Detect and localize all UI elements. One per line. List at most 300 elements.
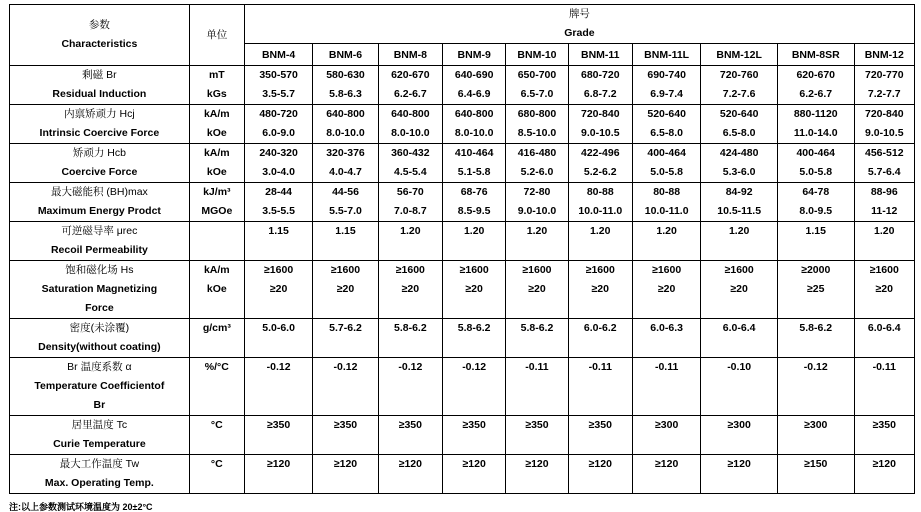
value-cell <box>777 105 854 144</box>
value-text: ≥1600 <box>652 264 682 276</box>
value-cell <box>701 358 778 416</box>
property-row <box>10 66 915 105</box>
value-text: 5.7-6.2 <box>329 322 362 334</box>
value-text: 6.0-6.2 <box>583 322 617 334</box>
value-cell <box>313 358 378 416</box>
value-cell <box>777 144 854 183</box>
value-text: ≥20 <box>336 283 355 295</box>
value-cell <box>244 105 312 144</box>
value-cell <box>313 416 378 455</box>
value-cell <box>854 183 914 222</box>
value-text: 6.5-8.0 <box>722 127 756 139</box>
property-name-en: Residual Induction <box>52 88 147 100</box>
value-cell <box>777 319 854 358</box>
value-text: 720-760 <box>719 69 759 81</box>
value-text: ≥120 <box>266 458 291 470</box>
value-cell <box>568 105 632 144</box>
value-text: ≥350 <box>398 419 422 431</box>
value-cell <box>777 222 854 261</box>
unit-cell <box>189 261 244 319</box>
value-text: -0.12 <box>333 361 358 373</box>
value-text: 3.0-4.0 <box>262 166 295 178</box>
value-text: 690-740 <box>647 69 686 81</box>
value-text: 416-480 <box>517 147 557 159</box>
value-text: 6.2-6.7 <box>799 88 833 100</box>
value-text: 5.2-6.0 <box>520 166 554 178</box>
value-text: 9.0-10.5 <box>865 127 904 139</box>
value-text: ≥120 <box>727 458 751 470</box>
value-cell <box>506 183 568 222</box>
value-cell <box>378 105 442 144</box>
unit-label: °C <box>210 419 223 431</box>
grade-label: BNM-10 <box>517 49 557 61</box>
value-text: -0.10 <box>727 361 752 373</box>
value-cell <box>506 319 568 358</box>
unit-cell <box>189 66 244 105</box>
value-text: ≥20 <box>401 283 420 295</box>
value-cell <box>313 319 378 358</box>
value-text: 5.5-7.0 <box>329 205 362 217</box>
value-text: 424-480 <box>719 147 759 159</box>
value-text: 640-690 <box>454 69 494 81</box>
value-text: 8.0-9.5 <box>799 205 833 217</box>
property-name-cn: Br 温度系数 α <box>67 361 132 373</box>
value-text: ≥120 <box>398 458 422 470</box>
value-cell <box>568 183 632 222</box>
value-text: -0.11 <box>654 361 679 373</box>
value-cell <box>777 261 854 319</box>
value-text: 11-12 <box>871 205 898 217</box>
value-text: ≥300 <box>727 419 751 431</box>
property-row <box>10 261 915 319</box>
grade-header-cell <box>632 44 700 66</box>
grade-label: BNM-12L <box>716 49 762 61</box>
value-cell <box>777 358 854 416</box>
value-text: 5.8-6.2 <box>799 322 833 334</box>
grade-header-cell <box>701 44 778 66</box>
value-text: 6.0-6.4 <box>867 322 901 334</box>
property-name-cell <box>10 358 190 416</box>
value-cell <box>506 222 568 261</box>
value-text: -0.11 <box>525 361 549 373</box>
value-text: 4.5-5.4 <box>393 166 427 178</box>
value-cell <box>506 105 568 144</box>
value-cell <box>632 455 700 494</box>
value-text: 11.0-14.0 <box>793 127 838 139</box>
value-cell <box>632 358 700 416</box>
value-cell <box>378 455 442 494</box>
header-characteristics-cn: 参数 <box>88 19 110 31</box>
value-text: ≥300 <box>655 419 679 431</box>
property-name-cell <box>10 66 190 105</box>
value-text: ≥25 <box>807 283 825 295</box>
value-text: 400-464 <box>796 147 836 159</box>
property-name-cn: 饱和磁化场 Hs <box>65 264 134 276</box>
property-name-cell <box>10 261 190 319</box>
value-text: ≥20 <box>269 283 288 295</box>
property-name-en: Density(without coating) <box>38 341 161 353</box>
grade-label: BNM-11L <box>644 49 690 61</box>
value-text: ≥20 <box>730 283 748 295</box>
header-grade-cn: 牌号 <box>568 8 590 20</box>
value-text: 8.0-10.0 <box>391 127 430 139</box>
properties-table-container <box>9 4 915 494</box>
value-cell <box>244 66 312 105</box>
property-name-cn: 内禀矫顽力 Hcj <box>64 108 135 120</box>
value-text: 720-840 <box>581 108 620 120</box>
value-cell <box>313 66 378 105</box>
value-text: 680-720 <box>581 69 620 81</box>
value-text: 1.20 <box>400 225 421 237</box>
value-cell <box>313 183 378 222</box>
value-text: -0.11 <box>588 361 612 373</box>
value-cell <box>854 261 914 319</box>
value-cell <box>443 144 506 183</box>
property-name-en: Curie Temperature <box>53 438 146 450</box>
property-name-cell <box>10 455 190 494</box>
value-cell <box>443 66 506 105</box>
unit-cell <box>189 105 244 144</box>
value-cell <box>506 416 568 455</box>
value-cell <box>443 183 506 222</box>
value-cell <box>632 222 700 261</box>
value-text: 320-376 <box>326 147 365 159</box>
value-text: 640-800 <box>391 108 430 120</box>
value-cell <box>378 66 442 105</box>
value-text: 3.5-5.5 <box>262 205 295 217</box>
value-text: 5.8-6.2 <box>393 322 427 334</box>
property-name-cn: 密度(未涂覆) <box>69 322 130 334</box>
grade-header-cell <box>378 44 442 66</box>
grade-label: BNM-8 <box>393 49 427 61</box>
value-cell <box>632 183 700 222</box>
value-text: 680-800 <box>517 108 557 120</box>
value-text: 80-88 <box>586 186 614 198</box>
value-cell <box>313 261 378 319</box>
value-cell <box>313 455 378 494</box>
value-text: 5.1-5.8 <box>457 166 491 178</box>
grade-label: BNM-4 <box>261 49 296 61</box>
value-text: 620-670 <box>391 69 430 81</box>
value-cell <box>378 319 442 358</box>
grade-header-cell <box>506 44 568 66</box>
unit-label: kOe <box>206 283 227 295</box>
value-text: 1.20 <box>656 225 677 237</box>
value-cell <box>701 105 778 144</box>
value-cell <box>244 144 312 183</box>
value-text: ≥350 <box>525 419 549 431</box>
value-text: ≥350 <box>266 419 291 431</box>
value-cell <box>701 222 778 261</box>
value-cell <box>568 455 632 494</box>
value-text: 520-640 <box>647 108 686 120</box>
value-cell <box>443 105 506 144</box>
grade-label: BNM-8SR <box>791 49 840 61</box>
header-characteristics-en: Characteristics <box>61 38 138 50</box>
value-text: -0.12 <box>803 361 828 373</box>
value-text: 6.9-7.4 <box>650 88 683 100</box>
value-text: 6.4-6.9 <box>457 88 491 100</box>
value-text: 8.5-9.5 <box>457 205 491 217</box>
value-cell <box>506 261 568 319</box>
value-cell <box>378 222 442 261</box>
value-cell <box>244 319 312 358</box>
header-grade-en: Grade <box>564 27 595 39</box>
value-text: 6.2-6.7 <box>393 88 427 100</box>
value-text: 240-320 <box>259 147 298 159</box>
value-text: 6.8-7.2 <box>583 88 617 100</box>
value-text: 350-570 <box>259 69 298 81</box>
value-text: ≥20 <box>528 283 546 295</box>
header-unit-cn: 单位 <box>206 28 228 41</box>
property-row <box>10 105 915 144</box>
grade-label: BNM-9 <box>457 49 491 61</box>
unit-label: mT <box>208 69 225 81</box>
value-text: 10.0-11.0 <box>578 205 623 217</box>
value-text: 7.2-7.7 <box>867 88 901 100</box>
value-text: 64-78 <box>802 186 830 198</box>
value-text: 456-512 <box>865 147 904 159</box>
value-text: 1.20 <box>728 225 750 237</box>
value-cell <box>443 455 506 494</box>
property-name-cn: 可逆磁导率 μrec <box>61 225 138 237</box>
value-text: 620-670 <box>796 69 836 81</box>
value-text: 580-630 <box>326 69 365 81</box>
grade-label: BNM-6 <box>328 49 363 61</box>
value-text: 650-700 <box>517 69 557 81</box>
property-row <box>10 144 915 183</box>
value-text: 720-840 <box>865 108 904 120</box>
property-name-en: Maximum Energy Prodct <box>37 205 161 217</box>
value-text: 640-800 <box>326 108 365 120</box>
value-text: 44-56 <box>332 186 359 198</box>
table-body <box>10 5 915 494</box>
value-text: 480-720 <box>259 108 298 120</box>
value-cell <box>632 105 700 144</box>
value-cell <box>632 319 700 358</box>
property-name-cell <box>10 183 190 222</box>
value-text: 520-640 <box>719 108 759 120</box>
value-text: ≥350 <box>588 419 612 431</box>
value-cell <box>244 455 312 494</box>
grade-header-cell <box>568 44 632 66</box>
value-cell <box>568 261 632 319</box>
value-cell <box>701 144 778 183</box>
value-text: ≥20 <box>465 283 483 295</box>
value-cell <box>313 144 378 183</box>
value-cell <box>568 66 632 105</box>
value-cell <box>568 222 632 261</box>
footnote: 注:以上参数测试环境温度为 20±2°C <box>9 502 153 512</box>
value-cell <box>854 144 914 183</box>
value-cell <box>854 105 914 144</box>
value-text: -0.12 <box>398 361 423 373</box>
value-cell <box>632 144 700 183</box>
value-text: 5.0-5.8 <box>650 166 683 178</box>
value-text: 5.2-6.2 <box>583 166 617 178</box>
value-text: 422-496 <box>581 147 620 159</box>
unit-cell <box>189 455 244 494</box>
value-text: ≥120 <box>462 458 486 470</box>
value-text: 5.0-5.8 <box>799 166 833 178</box>
value-text: ≥120 <box>333 458 358 470</box>
value-cell <box>777 66 854 105</box>
property-name-cn: 最大磁能积 (BH)max <box>50 186 148 198</box>
value-cell <box>701 416 778 455</box>
property-name-cn: 最大工作温度 Tw <box>59 458 140 470</box>
value-text: ≥120 <box>655 458 679 470</box>
value-text: 720-770 <box>865 69 904 81</box>
property-row <box>10 319 915 358</box>
property-row <box>10 222 915 261</box>
value-text: 6.0-6.3 <box>650 322 683 334</box>
value-cell <box>378 261 442 319</box>
value-text: 84-92 <box>725 186 753 198</box>
value-cell <box>568 358 632 416</box>
property-row <box>10 416 915 455</box>
value-text: 72-80 <box>523 186 551 198</box>
value-text: ≥350 <box>872 419 896 431</box>
unit-label: g/cm³ <box>202 322 231 334</box>
value-text: ≥1600 <box>330 264 361 276</box>
value-cell <box>701 66 778 105</box>
value-text: 5.0-6.0 <box>262 322 295 334</box>
value-cell <box>777 183 854 222</box>
value-text: 9.0-10.0 <box>517 205 557 217</box>
property-name-en: Br <box>93 399 106 411</box>
value-cell <box>378 144 442 183</box>
value-text: ≥2000 <box>801 264 831 276</box>
value-text: ≥1600 <box>869 264 899 276</box>
value-cell <box>506 358 568 416</box>
value-cell <box>854 319 914 358</box>
grade-label: BNM-12 <box>864 49 904 61</box>
value-text: ≥120 <box>525 458 549 470</box>
value-text: ≥1600 <box>264 264 294 276</box>
property-name-cn: 居里温度 Tc <box>71 419 128 431</box>
value-text: 5.8-6.2 <box>457 322 491 334</box>
value-text: 5.8-6.2 <box>520 322 554 334</box>
value-text: 7.2-7.6 <box>722 88 756 100</box>
property-name-cell <box>10 222 190 261</box>
value-text: ≥1600 <box>395 264 425 276</box>
property-name-cell <box>10 105 190 144</box>
value-text: -0.11 <box>872 361 896 373</box>
value-text: 1.15 <box>335 225 356 237</box>
value-cell <box>506 66 568 105</box>
value-text: 6.5-8.0 <box>650 127 683 139</box>
value-text: 8.0-10.0 <box>326 127 365 139</box>
value-cell <box>568 144 632 183</box>
value-cell <box>632 261 700 319</box>
value-text: 10.5-11.5 <box>717 205 762 217</box>
grade-label: BNM-11 <box>581 49 620 61</box>
unit-label: MGOe <box>201 205 233 217</box>
value-cell <box>701 261 778 319</box>
header-grade <box>244 5 914 44</box>
value-text: 640-800 <box>454 108 494 120</box>
property-name-en: Intrinsic Coercive Force <box>39 127 160 139</box>
grade-header-cell <box>443 44 506 66</box>
value-text: 880-1120 <box>793 108 838 120</box>
value-text: ≥20 <box>875 283 893 295</box>
value-text: 56-70 <box>396 186 424 198</box>
value-text: 1.20 <box>590 225 611 237</box>
value-cell <box>568 416 632 455</box>
unit-label: kA/m <box>203 108 230 120</box>
property-name-cell <box>10 144 190 183</box>
unit-cell <box>189 144 244 183</box>
unit-label: kA/m <box>203 147 230 159</box>
value-text: 1.20 <box>463 225 485 237</box>
value-text: ≥1600 <box>522 264 552 276</box>
value-cell <box>854 222 914 261</box>
value-cell <box>313 105 378 144</box>
value-text: ≥350 <box>462 419 486 431</box>
value-text: ≥1600 <box>585 264 615 276</box>
value-text: 3.5-5.7 <box>262 88 295 100</box>
property-name-en: Coercive Force <box>61 166 138 178</box>
value-cell <box>632 66 700 105</box>
grade-header-cell <box>244 44 312 66</box>
value-cell <box>854 358 914 416</box>
header-row-1 <box>10 5 915 44</box>
property-name-cn: 剩磁 Br <box>82 69 117 81</box>
unit-cell <box>189 416 244 455</box>
value-text: ≥300 <box>804 419 828 431</box>
value-cell <box>854 416 914 455</box>
value-cell <box>443 319 506 358</box>
value-cell <box>632 416 700 455</box>
value-text: 5.8-6.3 <box>329 88 362 100</box>
value-text: 8.5-10.0 <box>517 127 557 139</box>
value-text: 5.3-6.0 <box>722 166 756 178</box>
property-name-en: Temperature Coefficientof <box>34 380 165 392</box>
property-name-cn: 矫顽力 Hcb <box>72 147 126 159</box>
value-text: ≥1600 <box>459 264 489 276</box>
value-cell <box>506 144 568 183</box>
value-cell <box>443 416 506 455</box>
grade-header-cell <box>777 44 854 66</box>
value-text: 68-76 <box>460 186 488 198</box>
unit-cell <box>189 319 244 358</box>
unit-label: °C <box>210 458 223 470</box>
value-cell <box>854 66 914 105</box>
value-cell <box>244 183 312 222</box>
value-text: -0.12 <box>266 361 291 373</box>
value-text: 88-96 <box>870 186 898 198</box>
value-text: ≥120 <box>588 458 612 470</box>
unit-cell <box>189 183 244 222</box>
value-text: 1.20 <box>874 225 895 237</box>
value-text: 6.0-9.0 <box>262 127 295 139</box>
value-cell <box>701 455 778 494</box>
unit-label: kOe <box>206 166 227 178</box>
value-text: 1.15 <box>805 225 826 237</box>
value-cell <box>244 261 312 319</box>
property-name-en: Saturation Magnetizing <box>41 283 158 295</box>
property-name-en: Recoil Permeability <box>50 244 148 256</box>
header-characteristics <box>10 5 190 66</box>
grade-header-cell <box>854 44 914 66</box>
value-text: 410-464 <box>454 147 494 159</box>
unit-label: kJ/m³ <box>203 186 231 198</box>
value-text: ≥120 <box>872 458 896 470</box>
value-text: 7.0-8.7 <box>393 205 427 217</box>
value-text: 400-464 <box>647 147 686 159</box>
unit-label: kOe <box>206 127 227 139</box>
value-cell <box>244 358 312 416</box>
